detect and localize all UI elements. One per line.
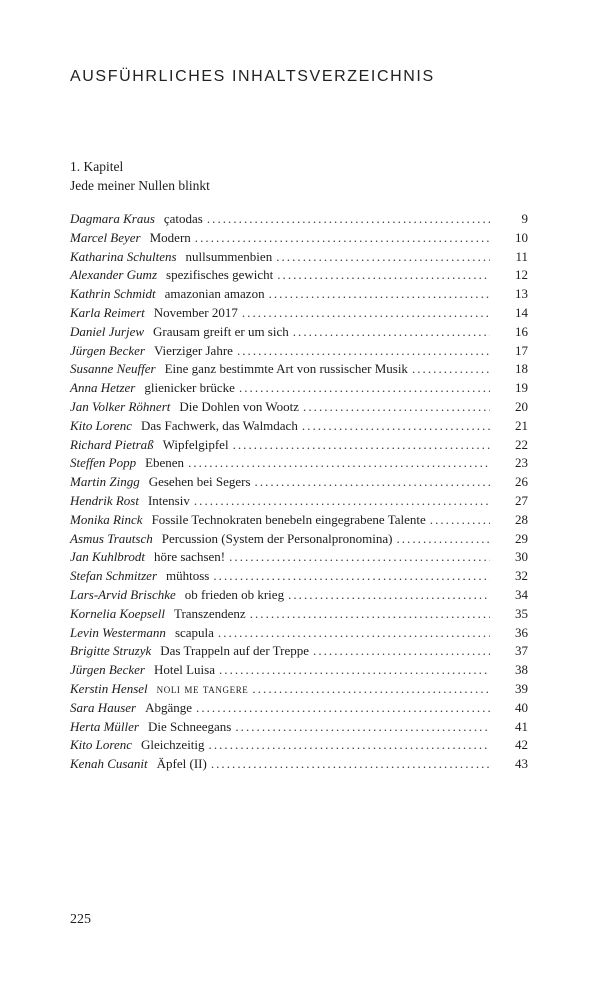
toc-leader-dots xyxy=(233,437,490,453)
toc-page: 14 xyxy=(515,304,528,320)
toc-author: Marcel Beyer xyxy=(70,229,141,245)
toc-entry xyxy=(70,700,528,719)
toc-title: Fossile Technokraten benebeln eingegrabene Talente xyxy=(151,511,426,527)
toc-page: 38 xyxy=(515,662,528,678)
toc-title: Ebenen xyxy=(145,455,185,471)
toc-title: scapula xyxy=(174,624,214,640)
toc-entry xyxy=(70,643,528,662)
toc-author: Asmus Trautsch xyxy=(70,530,153,546)
toc-author: Kenah Cusanit xyxy=(70,756,148,772)
toc-entry xyxy=(70,493,528,512)
toc-leader-dots xyxy=(209,737,490,753)
toc-title: spezifisches gewicht xyxy=(166,267,274,283)
toc-title: Gesehen bei Segers xyxy=(148,474,251,490)
toc-page: 26 xyxy=(515,474,528,490)
toc-leader-dots xyxy=(237,343,490,359)
toc-page: 30 xyxy=(515,549,528,565)
toc-title: höre sachsen! xyxy=(154,549,226,565)
toc-leader-dots xyxy=(277,267,490,283)
toc-author: Jürgen Becker xyxy=(70,662,145,678)
toc-leader-dots xyxy=(288,587,490,603)
toc-author: Lars-Arvid Brischke xyxy=(70,586,176,602)
toc-title: Die Dohlen von Wootz xyxy=(179,398,300,414)
toc-entry xyxy=(70,606,528,625)
toc-leader-dots xyxy=(188,455,490,471)
toc-title: noli me tangere xyxy=(156,680,249,696)
toc-page: 32 xyxy=(515,568,528,584)
toc-title: ob frieden ob krieg xyxy=(184,586,285,602)
toc-author: Stefan Schmitzer xyxy=(70,568,158,584)
toc-page: 21 xyxy=(515,417,528,433)
toc-leader-dots xyxy=(250,606,490,622)
toc-leader-dots xyxy=(430,512,490,528)
toc-page: 27 xyxy=(515,492,528,508)
toc-leader-dots xyxy=(239,380,490,396)
toc-author: Herta Müller xyxy=(70,718,139,734)
toc-author: Alexander Gumz xyxy=(70,267,158,283)
toc-title: Eine ganz bestimmte Art von russischer Musik xyxy=(164,361,408,377)
toc-author: Jan Kuhlbrodt xyxy=(70,549,145,565)
toc-author: Daniel Jurjew xyxy=(70,323,145,339)
chapter-heading xyxy=(70,157,210,195)
toc-page: 37 xyxy=(515,643,528,659)
toc-title: Wipfelgipfel xyxy=(162,436,229,452)
toc-entry xyxy=(70,512,528,531)
toc-title: glienicker brücke xyxy=(144,380,235,396)
toc-entry xyxy=(70,719,528,738)
toc-entry xyxy=(70,625,528,644)
toc-author: Kathrin Schmidt xyxy=(70,286,156,302)
toc-leader-dots xyxy=(213,568,490,584)
toc-author: Martin Zingg xyxy=(70,474,140,490)
toc-leader-dots xyxy=(255,474,490,490)
toc-leader-dots xyxy=(293,324,490,340)
toc-entry xyxy=(70,681,528,700)
toc-leader-dots xyxy=(195,230,490,246)
toc-leader-dots xyxy=(235,719,490,735)
toc-entry xyxy=(70,324,528,343)
toc-author: Susanne Neuffer xyxy=(70,361,156,377)
toc-entry xyxy=(70,737,528,756)
toc-title: Percussion (System der Personalpronomina) xyxy=(161,530,393,546)
toc-entry xyxy=(70,756,528,775)
toc-entry xyxy=(70,286,528,305)
toc-title: Vierziger Jahre xyxy=(153,342,233,358)
toc-author: Jan Volker Röhnert xyxy=(70,398,171,414)
toc-page: 42 xyxy=(515,737,528,753)
toc-title: amazonian amazon xyxy=(164,286,265,302)
toc-entry xyxy=(70,531,528,550)
toc-entry xyxy=(70,568,528,587)
toc-page: 39 xyxy=(515,680,528,696)
toc-author: Dagmara Kraus xyxy=(70,211,155,226)
toc-author: Levin Westermann xyxy=(70,624,166,640)
toc-author: Jürgen Becker xyxy=(70,342,145,358)
toc-page: 16 xyxy=(515,323,528,339)
toc-entry xyxy=(70,587,528,606)
toc-title: November 2017 xyxy=(153,304,238,320)
toc-page: 28 xyxy=(515,511,528,527)
toc-entry xyxy=(70,267,528,286)
toc-title: Transzendenz xyxy=(173,605,246,621)
toc-author: Hendrik Rost xyxy=(70,492,139,508)
toc-entry xyxy=(70,455,528,474)
toc-title: Intensiv xyxy=(147,492,190,508)
toc-author: Monika Rinck xyxy=(70,511,143,527)
toc-page: 9 xyxy=(521,211,528,226)
toc-page: 23 xyxy=(515,455,528,471)
toc-author: Brigitte Struzyk xyxy=(70,643,152,659)
toc-leader-dots xyxy=(276,249,490,265)
toc-leader-dots xyxy=(211,756,490,772)
toc-entry xyxy=(70,343,528,362)
toc-page: 17 xyxy=(515,342,528,358)
toc-title: Gleichzeitig xyxy=(141,737,205,753)
toc-title: Das Trappeln auf der Treppe xyxy=(160,643,310,659)
toc-leader-dots xyxy=(219,662,490,678)
toc-entry xyxy=(70,211,528,230)
page-title: AUSFÜHRLICHES INHALTSVERZEICHNIS xyxy=(70,68,435,85)
toc-page: 40 xyxy=(515,699,528,715)
chapter-number: 1. Kapitel xyxy=(70,159,124,174)
toc-leader-dots xyxy=(242,305,490,321)
toc-author: Kito Lorenc xyxy=(70,417,132,433)
toc-page: 41 xyxy=(515,718,528,734)
toc-page: 11 xyxy=(515,248,528,264)
toc-title: mühtoss xyxy=(166,568,210,584)
toc-leader-dots xyxy=(194,493,490,509)
toc-leader-dots xyxy=(207,211,490,227)
toc-entry xyxy=(70,361,528,380)
toc-leader-dots xyxy=(302,418,490,434)
toc-title: Abgänge xyxy=(145,699,193,715)
toc-page: 20 xyxy=(515,398,528,414)
toc-page: 10 xyxy=(515,229,528,245)
toc-leader-dots xyxy=(218,625,490,641)
toc-leader-dots xyxy=(196,700,490,716)
toc-title: Die Schneegans xyxy=(147,718,232,734)
chapter-title: Jede meiner Nullen blinkt xyxy=(70,178,210,193)
toc-author: Sara Hauser xyxy=(70,699,137,715)
toc-entry xyxy=(70,249,528,268)
toc-author: Kerstin Hensel xyxy=(70,680,148,696)
page-number: 225 xyxy=(70,912,91,927)
toc-title: Modern xyxy=(149,229,191,245)
toc-entry xyxy=(70,418,528,437)
toc-title: Hotel Luisa xyxy=(153,662,215,678)
toc-leader-dots xyxy=(396,531,490,547)
toc-entry xyxy=(70,474,528,493)
toc-leader-dots xyxy=(229,549,490,565)
toc-author: Kornelia Koepsell xyxy=(70,605,165,621)
toc-page: 19 xyxy=(515,380,528,396)
toc-author: Anna Hetzer xyxy=(70,380,136,396)
toc-list xyxy=(70,211,528,775)
toc-page: 22 xyxy=(515,436,528,452)
toc-entry xyxy=(70,380,528,399)
toc-author: Katharina Schultens xyxy=(70,248,177,264)
toc-page: 35 xyxy=(515,605,528,621)
toc-entry xyxy=(70,662,528,681)
toc-title: Das Fachwerk, das Walmdach xyxy=(141,417,298,433)
toc-leader-dots xyxy=(252,681,490,697)
toc-author: Karla Reimert xyxy=(70,304,145,320)
toc-title: nullsummenbien xyxy=(185,248,273,264)
toc-author: Steffen Popp xyxy=(70,455,137,471)
toc-title: Grausam greift er um sich xyxy=(153,323,289,339)
toc-leader-dots xyxy=(412,361,490,377)
toc-entry xyxy=(70,305,528,324)
toc-page: 29 xyxy=(515,530,528,546)
toc-title: çatodas xyxy=(163,211,203,226)
toc-title: Äpfel (II) xyxy=(156,756,207,772)
toc-page: 43 xyxy=(515,756,528,772)
toc-page: 18 xyxy=(515,361,528,377)
toc-page: 34 xyxy=(515,586,528,602)
toc-page: 12 xyxy=(515,267,528,283)
toc-leader-dots xyxy=(313,643,490,659)
toc-page: 13 xyxy=(515,286,528,302)
toc-author: Richard Pietraß xyxy=(70,436,154,452)
toc-page: 36 xyxy=(515,624,528,640)
toc-entry xyxy=(70,399,528,418)
toc-entry xyxy=(70,437,528,456)
toc-entry xyxy=(70,230,528,249)
toc-entry xyxy=(70,549,528,568)
toc-leader-dots xyxy=(303,399,490,415)
toc-leader-dots xyxy=(269,286,490,302)
toc-author: Kito Lorenc xyxy=(70,737,132,753)
